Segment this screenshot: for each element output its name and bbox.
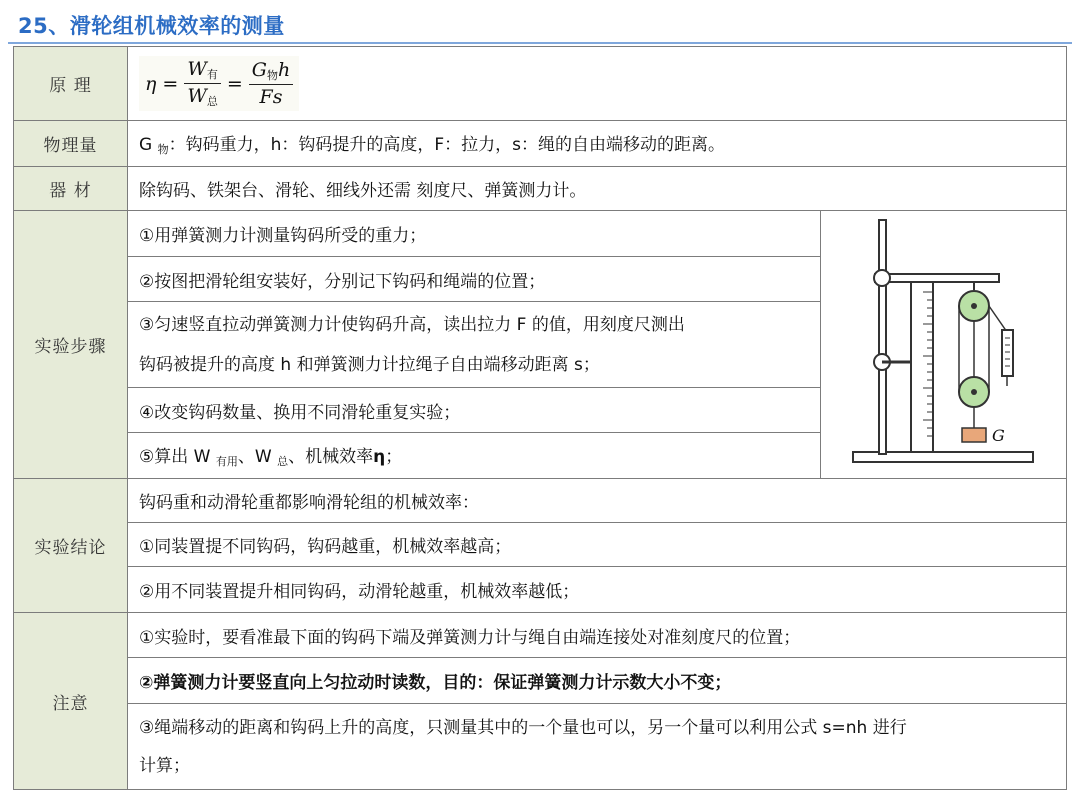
row-physics <box>14 121 1067 167</box>
pulley-figure-cell <box>821 211 1067 479</box>
note-3 <box>128 704 1067 790</box>
row-principle <box>14 47 1067 121</box>
physics-text: G 物：钩码重力，h：钩码提升的高度，F：拉力，s：绳的自由端移动的距离。 <box>128 121 1067 167</box>
note-1: ①实验时，要看准最下面的钩码下端及弹簧测力计与绳自由端连接处对准刻度尺的位置； <box>128 613 1067 658</box>
spring-scale <box>1002 330 1013 376</box>
row-equipment <box>14 167 1067 211</box>
stand-post <box>879 220 886 454</box>
row-note-2 <box>14 658 1067 704</box>
step-4: ④改变钩码数量、换用不同滑轮重复实验； <box>128 388 821 433</box>
fraction-force: $\frac{G_物h}{Fs}$ <box>249 59 293 108</box>
equipment-header: 器 材 <box>14 167 128 211</box>
row-conclusion-1 <box>14 523 1067 567</box>
note-2: ②弹簧测力计要竖直向上匀拉动时读数，目的：保证弹簧测力计示数大小不变； <box>128 658 1067 704</box>
principle-header: 原 理 <box>14 47 128 121</box>
pulley-apparatus-figure <box>849 214 1039 470</box>
row-note-3 <box>14 704 1067 790</box>
weight-label: G <box>991 426 1005 445</box>
weight-block <box>962 428 986 442</box>
notes-header: 注意 <box>14 613 128 790</box>
title-underline <box>8 42 1072 44</box>
step-1: ①用弹簧测力计测量钩码所受的重力； <box>128 211 821 257</box>
step-3 <box>128 302 821 388</box>
row-conclusion-0 <box>14 479 1067 523</box>
conclusion-2: ②用不同装置提升相同钩码，动滑轮越重，机械效率越低； <box>128 567 1067 613</box>
conclusion-intro: 钩码重和动滑轮重都影响滑轮组的机械效率： <box>128 479 1067 523</box>
step-2: ②按图把滑轮组安装好，分别记下钩码和绳端的位置； <box>128 257 821 302</box>
rope-free-end <box>989 306 1007 332</box>
page-title: 25、滑轮组机械效率的测量 <box>18 14 285 38</box>
principle-formula-cell <box>128 47 1067 121</box>
equals-sign-2: = <box>226 72 243 95</box>
row-step-1 <box>14 211 1067 257</box>
efficiency-formula <box>139 56 299 111</box>
physics-header: 物理量 <box>14 121 128 167</box>
row-conclusion-2 <box>14 567 1067 613</box>
fraction-work: $\frac{W_有}{W_总}$ <box>184 58 221 109</box>
conclusion-header: 实验结论 <box>14 479 128 613</box>
step-3-line-1: ③匀速竖直拉动弹簧测力计使钩码升高，读出拉力 F 的值，用刻度尺测出 <box>139 314 685 335</box>
equals-sign: = <box>162 72 179 95</box>
top-bar <box>875 274 999 282</box>
note-3-line-1: ③绳端移动的距离和钩码上升的高度，只测量其中的一个量也可以，另一个量可以利用公式 s=nh 进行 <box>139 717 907 738</box>
row-note-1 <box>14 613 1067 658</box>
equipment-text: 除钩码、铁架台、滑轮、细线外还需 刻度尺、弹簧测力计。 <box>128 167 1067 211</box>
note-3-line-2: 计算； <box>139 755 190 776</box>
steps-header: 实验步骤 <box>14 211 128 479</box>
eta-symbol: η <box>145 72 157 95</box>
experiment-table <box>13 46 1067 790</box>
upper-clamp <box>874 270 890 286</box>
step-5: ⑤算出 W 有用、W 总、机械效率η； <box>128 433 821 479</box>
conclusion-1: ①同装置提不同钩码，钩码越重，机械效率越高； <box>128 523 1067 567</box>
step-3-line-2: 钩码被提升的高度 h 和弹簧测力计拉绳子自由端移动距离 s； <box>139 354 600 375</box>
